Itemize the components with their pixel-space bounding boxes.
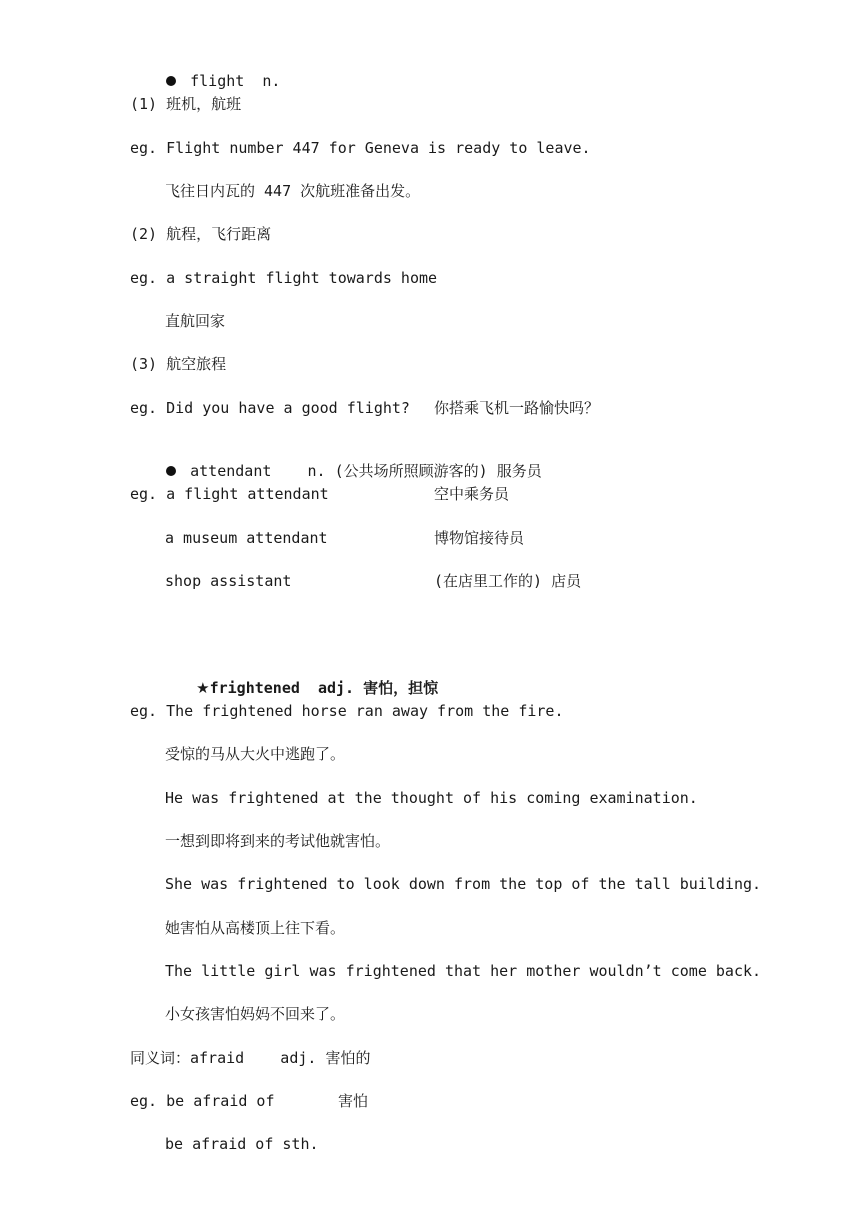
frightened-example-4-translation: 小女孩害怕妈妈不回来了。 xyxy=(165,1005,346,1023)
sense-3: (3) 航空旅程 xyxy=(130,355,227,373)
frightened-example-4: The little girl was frightened that her mother wouldn’t come back. xyxy=(165,962,762,980)
attendant-example-2: a museum attendant xyxy=(165,529,328,547)
example-2: eg. a straight flight towards home xyxy=(130,269,438,287)
headword: flight xyxy=(190,72,245,90)
sense-2: (2) 航程，飞行距离 xyxy=(130,225,272,243)
headword: attendant xyxy=(190,462,272,480)
example-1-translation: 飞往日内瓦的 447 次航班准备出发。 xyxy=(165,182,421,200)
frightened-example-2-translation: 一想到即将到来的考试他就害怕。 xyxy=(165,832,391,850)
synonym-line: 同义词：afraid adj. 害怕的 xyxy=(130,1049,371,1067)
attendant-example-1: eg. a flight attendant xyxy=(130,485,329,503)
synonym-example-translation: 害怕 xyxy=(338,1092,369,1110)
synonym-example: eg. be afraid of xyxy=(130,1092,275,1110)
frightened-example-1-translation: 受惊的马从大火中逃跑了。 xyxy=(165,745,346,763)
part-of-speech: n. xyxy=(262,72,281,90)
attendant-example-3-translation: (在店里工作的) 店员 xyxy=(434,572,582,590)
frightened-example-3: She was frightened to look down from the top of the tall building. xyxy=(165,875,762,893)
example-3-translation: 你搭乘飞机一路愉快吗？ xyxy=(434,399,600,417)
example-1: eg. Flight number 447 for Geneva is ready to leave. xyxy=(130,139,591,157)
example-3: eg. Did you have a good flight? xyxy=(130,399,410,417)
definition: n. (公共场所照顾游客的) 服务员 xyxy=(307,462,542,480)
attendant-example-1-translation: 空中乘务员 xyxy=(434,485,510,503)
headword-line: frightened adj. 害怕，担惊 xyxy=(209,679,439,697)
example-2-translation: 直航回家 xyxy=(165,312,226,330)
bullet-icon xyxy=(166,466,176,476)
attendant-example-2-translation: 博物馆接待员 xyxy=(434,529,525,547)
sense-1: (1) 班机，航班 xyxy=(130,95,242,113)
synonym-example-2: be afraid of sth. xyxy=(165,1135,319,1153)
frightened-example-1: eg. The frightened horse ran away from the fire. xyxy=(130,702,564,720)
frightened-example-2: He was frightened at the thought of his coming examination. xyxy=(165,789,698,807)
attendant-example-3: shop assistant xyxy=(165,572,292,590)
bullet-icon xyxy=(166,76,176,86)
frightened-example-3-translation: 她害怕从高楼顶上往下看。 xyxy=(165,919,346,937)
star-icon: ★ xyxy=(196,679,210,697)
